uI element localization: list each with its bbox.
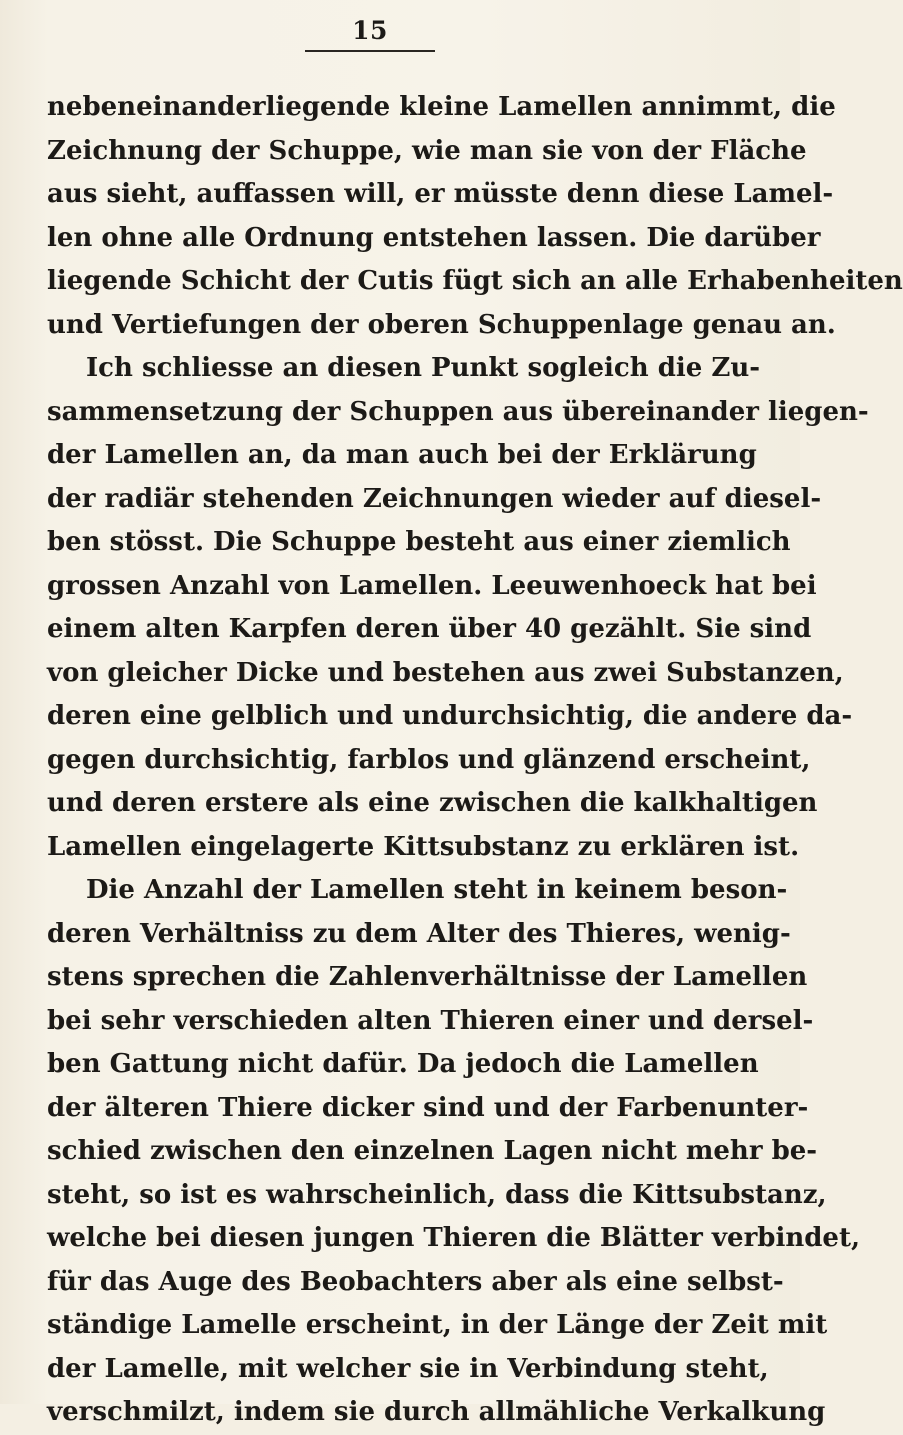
text-line: deren eine gelblich und undurchsichtig, die andere da-: [47, 701, 853, 731]
text-line: welche bei diesen jungen Thieren die Blätter verbindet,: [47, 1223, 861, 1253]
text-line: einem alten Karpfen deren über 40 gezählt. Sie sind: [47, 614, 812, 644]
page-number: 15: [352, 16, 388, 45]
body-text: [47, 86, 903, 1435]
text-line: nebeneinanderliegende kleine Lamellen annimmt, die: [47, 92, 836, 122]
text-line: verschmilzt, indem sie durch allmähliche Verkalkung: [47, 1397, 826, 1427]
text-line: liegende Schicht der Cutis fügt sich an alle Erhabenheiten: [47, 266, 903, 296]
text-line: von gleicher Dicke und bestehen aus zwei Substanzen,: [47, 657, 844, 688]
text-line: der Lamellen an, da man auch bei der Erklärung: [47, 440, 757, 470]
page-number-rule: [305, 50, 435, 52]
text-line: der Lamelle, mit welcher sie in Verbindung steht,: [47, 1353, 769, 1384]
text-line: grossen Anzahl von Lamellen. Leeuwenhoeck hat bei: [47, 570, 817, 601]
text-line: ständige Lamelle erscheint, in der Länge der Zeit mit: [47, 1310, 828, 1340]
text-line: für das Auge des Beobachters aber als eine selbst-: [47, 1266, 784, 1297]
text-line: ben Gattung nicht dafür. Da jedoch die Lamellen: [47, 1049, 759, 1079]
text-line: stens sprechen die Zahlenverhältnisse der Lamellen: [47, 962, 808, 992]
text-line: und deren erstere als eine zwischen die kalkhaltigen: [47, 788, 818, 818]
text-line: Die Anzahl der Lamellen steht in keinem beson-: [86, 875, 788, 905]
text-line: der älteren Thiere dicker sind und der Farbenunter-: [47, 1092, 809, 1123]
text-line: deren Verhältniss zu dem Alter des Thieres, wenig-: [47, 918, 791, 949]
text-line: sammensetzung der Schuppen aus übereinander liegen-: [47, 396, 869, 427]
text-line: Lamellen eingelagerte Kittsubstanz zu erklären ist.: [47, 831, 800, 862]
text-line: gegen durchsichtig, farblos und glänzend erscheint,: [47, 744, 811, 775]
text-line: aus sieht, auffassen will, er müsste denn diese Lamel-: [47, 179, 834, 209]
text-line: Zeichnung der Schuppe, wie man sie von der Fläche: [47, 135, 807, 166]
text-line: bei sehr verschieden alten Thieren einer und dersel-: [47, 1005, 814, 1036]
text-line: und Vertiefungen der oberen Schuppenlage genau an.: [47, 309, 836, 340]
text-line: der radiär stehenden Zeichnungen wieder auf diesel-: [47, 483, 822, 514]
text-line: Ich schliesse an diesen Punkt sogleich die Zu-: [86, 353, 761, 383]
text-line: len ohne alle Ordnung entstehen lassen. Die darüber: [47, 222, 821, 253]
text-line: ben stösst. Die Schuppe besteht aus einer ziemlich: [47, 527, 791, 557]
text-line: schied zwischen den einzelnen Lagen nicht mehr be-: [47, 1136, 818, 1166]
text-line: steht, so ist es wahrscheinlich, dass die Kittsubstanz,: [47, 1179, 827, 1210]
